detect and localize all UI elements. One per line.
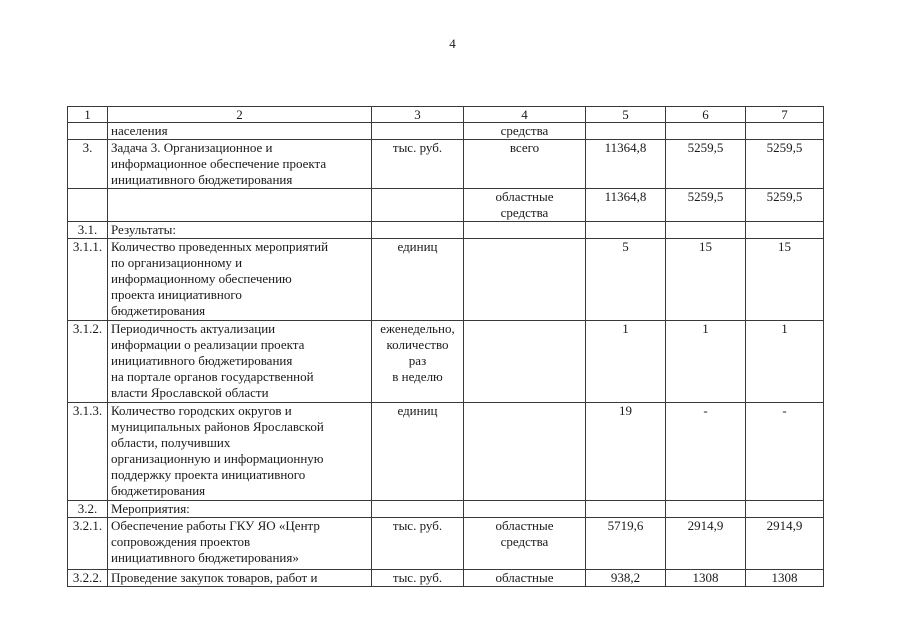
header-cell: 4 [464,107,586,123]
name-cell-line: проекта инициативного [111,287,242,302]
source-cell-line: областные [495,570,554,585]
name-cell-line: информационное обеспечение проекта [111,156,327,171]
name-cell [108,321,372,403]
value-cell-6 [666,501,746,518]
name-cell [108,222,372,239]
unit-cell [372,222,464,239]
unit-cell-line: единиц [397,403,438,418]
source-cell [464,403,586,501]
name-cell [108,140,372,189]
unit-cell-line: в неделю [392,369,443,384]
row-number-cell: 3.1.3. [68,403,108,501]
row-number-cell: 3.1. [68,222,108,239]
source-cell-line: средства [500,123,549,138]
table-row [68,222,824,239]
name-cell-line: Проведение закупок товаров, работ и [111,570,318,585]
name-cell-line: Результаты: [111,222,176,237]
name-cell-line: бюджетирования [111,483,206,498]
row-number-cell: 3.1.2. [68,321,108,403]
row-number-cell: 3.2.1. [68,518,108,570]
name-cell-line: Задача 3. Организационное и [111,140,273,155]
name-cell-line: области, получивших [111,435,231,450]
unit-cell [372,189,464,222]
header-cell: 1 [68,107,108,123]
page-number: 4 [449,36,456,51]
unit-cell-line: тыс. руб. [392,140,443,155]
value-cell-6: - [666,403,746,501]
value-cell-7: 15 [746,239,824,321]
value-cell-7 [746,222,824,239]
source-cell [464,239,586,321]
row-number-cell: 3. [68,140,108,189]
table-row [68,403,824,501]
name-cell-line: Мероприятия: [111,501,190,516]
value-cell-5: 938,2 [586,570,666,587]
value-cell-7: - [746,403,824,501]
header-cell: 5 [586,107,666,123]
name-cell [108,570,372,587]
source-cell [464,222,586,239]
value-cell-6: 2914,9 [666,518,746,570]
value-cell-6 [666,123,746,140]
unit-cell-line: количество [386,337,449,352]
unit-cell-line: еженедельно, [380,321,455,336]
source-cell [464,501,586,518]
table-row [68,570,824,587]
name-cell-line: Количество городских округов и [111,403,292,418]
name-cell-line: информационному обеспечению [111,271,292,286]
row-number-cell [68,189,108,222]
name-cell-line: инициативного бюджетирования [111,172,293,187]
name-cell-line: населения [111,123,168,138]
name-cell-line: на портале органов государственной [111,369,314,384]
table-row [68,239,824,321]
value-cell-6: 1 [666,321,746,403]
header-cell: 3 [372,107,464,123]
table-row [68,189,824,222]
header-cell: 6 [666,107,746,123]
value-cell-7: 5259,5 [746,140,824,189]
table-header-row [68,107,824,123]
value-cell-7: 1 [746,321,824,403]
unit-cell-line: тыс. руб. [392,518,443,533]
name-cell [108,239,372,321]
name-cell-line: Периодичность актуализации [111,321,276,336]
value-cell-5 [586,501,666,518]
row-number-cell: 3.1.1. [68,239,108,321]
name-cell [108,123,372,140]
value-cell-6: 1308 [666,570,746,587]
value-cell-5 [586,222,666,239]
name-cell-line: информации о реализации проекта [111,337,305,352]
unit-cell [372,570,464,587]
source-cell [464,518,586,570]
source-cell-line: областные [495,189,554,204]
value-cell-5 [586,123,666,140]
name-cell [108,189,372,222]
name-cell-line: власти Ярославской области [111,385,269,400]
value-cell-7 [746,501,824,518]
row-number-cell: 3.2.2. [68,570,108,587]
unit-cell-line: раз [408,353,427,368]
row-number-cell [68,123,108,140]
value-cell-5: 19 [586,403,666,501]
value-cell-6 [666,222,746,239]
name-cell [108,501,372,518]
source-cell [464,140,586,189]
table-row [68,140,824,189]
source-cell [464,123,586,140]
value-cell-6: 5259,5 [666,189,746,222]
table-row [68,123,824,140]
value-cell-6: 5259,5 [666,140,746,189]
unit-cell [372,518,464,570]
unit-cell [372,321,464,403]
name-cell-line: Обеспечение работы ГКУ ЯО «Центр [111,518,320,533]
name-cell-line: организационную и информационную [111,451,324,466]
unit-cell [372,140,464,189]
table-row [68,518,824,570]
name-cell-line: поддержку проекта инициативного [111,467,306,482]
name-cell-line: Количество проведенных мероприятий [111,239,329,254]
value-cell-5: 5 [586,239,666,321]
name-cell [108,403,372,501]
row-number-cell: 3.2. [68,501,108,518]
value-cell-7: 5259,5 [746,189,824,222]
name-cell-line: инициативного бюджетирования» [111,550,299,565]
unit-cell [372,123,464,140]
value-cell-5: 1 [586,321,666,403]
source-cell [464,321,586,403]
value-cell-6: 15 [666,239,746,321]
unit-cell-line: тыс. руб. [392,570,443,585]
unit-cell [372,403,464,501]
indicators-table [67,106,824,587]
name-cell-line: муниципальных районов Ярославской [111,419,324,434]
source-cell-line: областные [495,518,554,533]
value-cell-5: 11364,8 [586,140,666,189]
name-cell-line: по организационному и [111,255,243,270]
unit-cell-line: единиц [397,239,438,254]
source-cell [464,189,586,222]
name-cell-line: сопровождения проектов [111,534,251,549]
table-row [68,321,824,403]
source-cell-line: средства [500,534,549,549]
value-cell-7: 1308 [746,570,824,587]
header-cell: 2 [108,107,372,123]
table-row [68,501,824,518]
source-cell-line: средства [500,205,549,220]
name-cell-line: инициативного бюджетирования [111,353,293,368]
unit-cell [372,501,464,518]
name-cell-line: бюджетирования [111,303,206,318]
value-cell-5: 11364,8 [586,189,666,222]
source-cell [464,570,586,587]
value-cell-7: 2914,9 [746,518,824,570]
unit-cell [372,239,464,321]
value-cell-5: 5719,6 [586,518,666,570]
header-cell: 7 [746,107,824,123]
name-cell [108,518,372,570]
value-cell-7 [746,123,824,140]
source-cell-line: всего [509,140,540,155]
